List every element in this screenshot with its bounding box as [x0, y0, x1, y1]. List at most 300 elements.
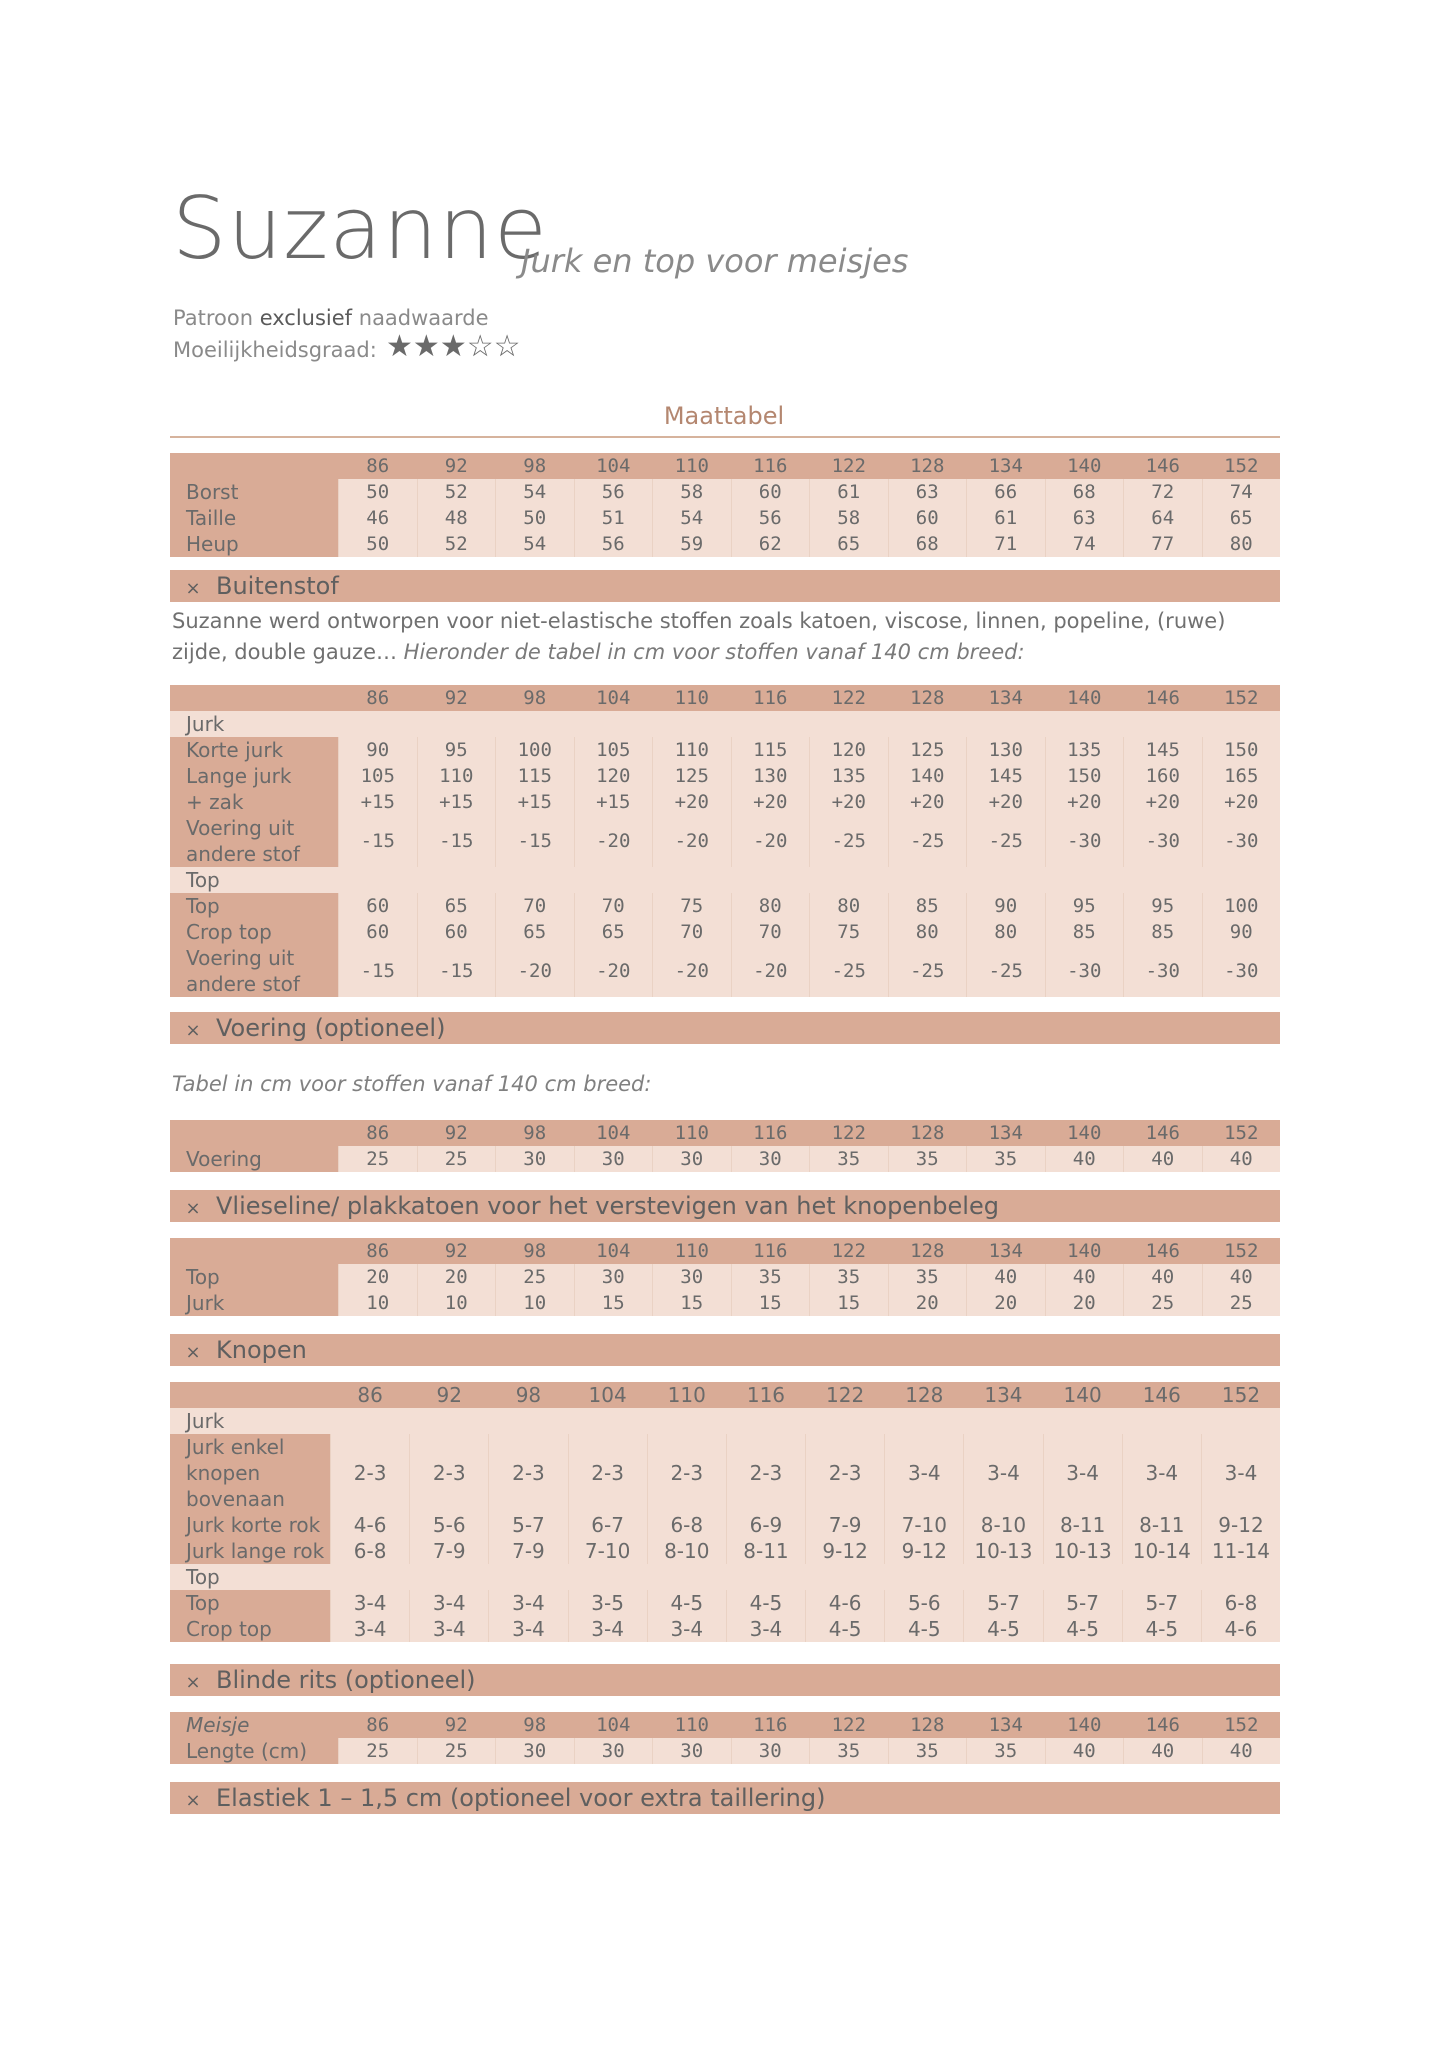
- value-cell: 10-14: [1122, 1538, 1201, 1564]
- group-cells: [338, 867, 1280, 893]
- row-label: Voering uit andere stof: [170, 815, 338, 867]
- size-header-cell: 152: [1202, 1712, 1281, 1738]
- value-cell: +20: [888, 789, 967, 815]
- header-cells: [338, 1238, 1280, 1264]
- value-cell: 95: [417, 737, 496, 763]
- value-cell: 85: [888, 893, 967, 919]
- value-cell: 65: [574, 919, 653, 945]
- value-cell: 35: [966, 1146, 1045, 1172]
- value-cell: 4-5: [805, 1616, 884, 1642]
- section-title: Blinde rits (optioneel): [216, 1666, 476, 1694]
- row-cells: [330, 1616, 1280, 1642]
- bullet-icon: ×: [185, 1198, 201, 1219]
- value-cell: 20: [1045, 1290, 1124, 1316]
- value-cell: 40: [1202, 1738, 1281, 1764]
- heading-divider: [170, 436, 1280, 438]
- value-cell: 35: [809, 1264, 888, 1290]
- value-cell: 68: [1045, 479, 1124, 505]
- group-row: [170, 867, 1280, 893]
- value-cell: 3-4: [488, 1616, 567, 1642]
- value-cell: -30: [1202, 945, 1281, 997]
- table-header-row: [170, 1120, 1280, 1146]
- value-cell: 90: [338, 737, 417, 763]
- size-header-cell: 104: [574, 1712, 653, 1738]
- difficulty-stars: [386, 329, 521, 364]
- value-cell: 4-5: [726, 1590, 805, 1616]
- size-header-cell: 134: [966, 1238, 1045, 1264]
- row-cells: [338, 789, 1280, 815]
- size-header-cell: 128: [888, 1238, 967, 1264]
- table-row: [170, 763, 1280, 789]
- value-cell: 110: [652, 737, 731, 763]
- value-cell: 25: [1123, 1290, 1202, 1316]
- value-cell: 40: [1045, 1738, 1124, 1764]
- row-label: Top: [170, 1590, 330, 1616]
- value-cell: 40: [1202, 1264, 1281, 1290]
- value-cell: -30: [1123, 945, 1202, 997]
- table-row: [170, 1434, 1280, 1512]
- value-cell: 4-6: [805, 1590, 884, 1616]
- size-header-cell: 140: [1045, 1712, 1124, 1738]
- value-cell: 95: [1123, 893, 1202, 919]
- section-title: Buitenstof: [216, 572, 339, 600]
- value-cell: -20: [652, 945, 731, 997]
- value-cell: 65: [809, 531, 888, 557]
- value-cell: 95: [1045, 893, 1124, 919]
- rits-table: [170, 1712, 1280, 1764]
- row-label: Korte jurk: [170, 737, 338, 763]
- vlieseline-table: [170, 1238, 1280, 1316]
- value-cell: 5-7: [1043, 1590, 1122, 1616]
- value-cell: 59: [652, 531, 731, 557]
- maattabel-table: [170, 453, 1280, 557]
- value-cell: 35: [731, 1264, 810, 1290]
- row-label: Borst: [170, 479, 338, 505]
- group-label: Top: [170, 1564, 330, 1590]
- size-header-cell: 104: [574, 685, 653, 711]
- value-cell: +20: [809, 789, 888, 815]
- value-cell: +15: [574, 789, 653, 815]
- value-cell: 6-8: [647, 1512, 726, 1538]
- value-cell: 35: [809, 1146, 888, 1172]
- size-header-cell: 146: [1123, 453, 1202, 479]
- value-cell: 46: [338, 505, 417, 531]
- value-cell: 3-4: [488, 1590, 567, 1616]
- value-cell: 120: [574, 763, 653, 789]
- value-cell: -25: [966, 815, 1045, 867]
- size-header-cell: 116: [726, 1382, 805, 1408]
- group-cells: [330, 1408, 1280, 1434]
- value-cell: 120: [809, 737, 888, 763]
- value-cell: 2-3: [330, 1434, 409, 1512]
- value-cell: 30: [574, 1146, 653, 1172]
- size-header-cell: 134: [966, 1712, 1045, 1738]
- value-cell: 135: [1045, 737, 1124, 763]
- size-header-cell: 110: [652, 685, 731, 711]
- size-header-cell: 110: [647, 1382, 726, 1408]
- value-cell: 3-4: [884, 1434, 963, 1512]
- buitenstof-intro-italic: Hieronder de tabel in cm voor stoffen vanaf 140 cm breed:: [403, 640, 1025, 664]
- value-cell: 30: [731, 1146, 810, 1172]
- table-row: [170, 1290, 1280, 1316]
- value-cell: 20: [888, 1290, 967, 1316]
- value-cell: 8-11: [1043, 1512, 1122, 1538]
- bullet-icon: ×: [185, 1020, 201, 1041]
- row-label: Jurk korte rok: [170, 1512, 330, 1538]
- size-header-cell: 134: [966, 685, 1045, 711]
- value-cell: 85: [1045, 919, 1124, 945]
- value-cell: 3-4: [726, 1616, 805, 1642]
- value-cell: 80: [966, 919, 1045, 945]
- row-cells: [338, 505, 1280, 531]
- row-label: Meisje: [170, 1712, 338, 1738]
- value-cell: 70: [495, 893, 574, 919]
- value-cell: 9-12: [884, 1538, 963, 1564]
- row-label: Jurk lange rok: [170, 1538, 330, 1564]
- row-cells: [338, 893, 1280, 919]
- value-cell: 40: [1123, 1264, 1202, 1290]
- value-cell: 145: [1123, 737, 1202, 763]
- section-title: Vlieseline/ plakkatoen voor het verstevigen van het knopenbeleg: [216, 1192, 999, 1220]
- value-cell: 9-12: [805, 1538, 884, 1564]
- value-cell: 20: [338, 1264, 417, 1290]
- value-cell: 70: [731, 919, 810, 945]
- value-cell: 25: [417, 1146, 496, 1172]
- size-header-cell: 146: [1123, 1712, 1202, 1738]
- row-cells: [338, 1146, 1280, 1172]
- section-title: Knopen: [216, 1336, 307, 1364]
- value-cell: 60: [731, 479, 810, 505]
- value-cell: 80: [731, 893, 810, 919]
- pattern-note-before: Patroon: [173, 306, 260, 330]
- value-cell: 70: [652, 919, 731, 945]
- value-cell: 130: [731, 763, 810, 789]
- row-cells: [338, 737, 1280, 763]
- value-cell: 54: [495, 531, 574, 557]
- value-cell: -20: [495, 945, 574, 997]
- value-cell: -25: [809, 815, 888, 867]
- value-cell: 58: [652, 479, 731, 505]
- value-cell: 130: [966, 737, 1045, 763]
- value-cell: 30: [731, 1738, 810, 1764]
- size-header-cell: 86: [338, 1238, 417, 1264]
- value-cell: 80: [1202, 531, 1281, 557]
- value-cell: 160: [1123, 763, 1202, 789]
- row-label: Voering: [170, 1146, 338, 1172]
- row-cells: [338, 815, 1280, 867]
- value-cell: 50: [338, 479, 417, 505]
- size-header-cell: 104: [574, 453, 653, 479]
- size-header-cell: 92: [409, 1382, 488, 1408]
- value-cell: 61: [809, 479, 888, 505]
- value-cell: 25: [338, 1146, 417, 1172]
- value-cell: 52: [417, 479, 496, 505]
- row-label: Voering uit andere stof: [170, 945, 338, 997]
- value-cell: 8-11: [726, 1538, 805, 1564]
- value-cell: -30: [1045, 945, 1124, 997]
- table-row: [170, 1512, 1280, 1538]
- value-cell: 6-8: [1201, 1590, 1280, 1616]
- value-cell: 7-9: [409, 1538, 488, 1564]
- value-cell: 60: [338, 919, 417, 945]
- value-cell: +15: [338, 789, 417, 815]
- value-cell: 3-4: [1201, 1434, 1280, 1512]
- table-row: [170, 893, 1280, 919]
- size-header-cell: 98: [495, 1238, 574, 1264]
- row-label: Taille: [170, 505, 338, 531]
- value-cell: 7-10: [568, 1538, 647, 1564]
- value-cell: 7-9: [805, 1512, 884, 1538]
- value-cell: 30: [495, 1146, 574, 1172]
- size-header-cell: 122: [809, 1120, 888, 1146]
- bullet-icon: ×: [185, 1790, 201, 1811]
- value-cell: 62: [731, 531, 810, 557]
- table-row: [170, 1264, 1280, 1290]
- value-cell: 165: [1202, 763, 1281, 789]
- value-cell: 10-13: [1043, 1538, 1122, 1564]
- value-cell: 77: [1123, 531, 1202, 557]
- value-cell: 9-12: [1201, 1512, 1280, 1538]
- value-cell: 105: [574, 737, 653, 763]
- section-buitenstof: [170, 570, 1280, 602]
- value-cell: 8-11: [1122, 1512, 1201, 1538]
- value-cell: 90: [1202, 919, 1281, 945]
- row-cells: [338, 919, 1280, 945]
- group-label: Jurk: [170, 711, 338, 737]
- value-cell: 63: [888, 479, 967, 505]
- value-cell: 60: [338, 893, 417, 919]
- value-cell: 56: [731, 505, 810, 531]
- row-cells: [330, 1538, 1280, 1564]
- value-cell: 2-3: [409, 1434, 488, 1512]
- row-label: Lange jurk: [170, 763, 338, 789]
- size-header-cell: 140: [1045, 685, 1124, 711]
- value-cell: 48: [417, 505, 496, 531]
- size-header-cell: 86: [338, 685, 417, 711]
- size-header-cell: 152: [1202, 1238, 1281, 1264]
- value-cell: 68: [888, 531, 967, 557]
- value-cell: 100: [1202, 893, 1281, 919]
- value-cell: 30: [652, 1738, 731, 1764]
- size-header-cell: 116: [731, 1712, 810, 1738]
- value-cell: 40: [1045, 1146, 1124, 1172]
- size-header-cell: 98: [495, 685, 574, 711]
- value-cell: 56: [574, 531, 653, 557]
- table-header-row: [170, 1382, 1280, 1408]
- header-cells: [338, 1120, 1280, 1146]
- section-knopen: [170, 1334, 1280, 1366]
- value-cell: 74: [1202, 479, 1281, 505]
- size-header-cell: 116: [731, 453, 810, 479]
- size-header-cell: 152: [1202, 1120, 1281, 1146]
- value-cell: 3-4: [1043, 1434, 1122, 1512]
- size-header-cell: 128: [888, 453, 967, 479]
- table-header-row: [170, 685, 1280, 711]
- value-cell: -20: [574, 815, 653, 867]
- star-empty-icon: ☆: [466, 329, 494, 364]
- section-elastiek: [170, 1782, 1280, 1814]
- row-label: [170, 1382, 330, 1408]
- value-cell: 54: [652, 505, 731, 531]
- star-empty-icon: ☆: [493, 329, 521, 364]
- value-cell: 6-8: [330, 1538, 409, 1564]
- group-cells: [338, 711, 1280, 737]
- bullet-icon: ×: [185, 1672, 201, 1693]
- value-cell: 5-7: [963, 1590, 1042, 1616]
- size-header-cell: 140: [1045, 1238, 1124, 1264]
- table-row: [170, 505, 1280, 531]
- value-cell: 6-9: [726, 1512, 805, 1538]
- value-cell: 4-5: [1122, 1616, 1201, 1642]
- difficulty-label: Moeilijkheidsgraad:: [173, 338, 377, 362]
- size-header-cell: 86: [338, 453, 417, 479]
- size-header-cell: 86: [338, 1712, 417, 1738]
- size-header-cell: 146: [1123, 1238, 1202, 1264]
- row-label: Crop top: [170, 919, 338, 945]
- group-label: Jurk: [170, 1408, 330, 1434]
- group-row: [170, 711, 1280, 737]
- value-cell: 4-5: [1043, 1616, 1122, 1642]
- size-header-cell: 110: [652, 453, 731, 479]
- size-header-cell: 98: [488, 1382, 567, 1408]
- group-label: Top: [170, 867, 338, 893]
- value-cell: 40: [1045, 1264, 1124, 1290]
- value-cell: 61: [966, 505, 1045, 531]
- row-label: [170, 1238, 338, 1264]
- value-cell: 56: [574, 479, 653, 505]
- value-cell: 110: [417, 763, 496, 789]
- value-cell: -30: [1045, 815, 1124, 867]
- page-title: Suzanne: [172, 179, 548, 279]
- size-header-cell: 140: [1045, 453, 1124, 479]
- value-cell: 150: [1045, 763, 1124, 789]
- size-header-cell: 128: [888, 1712, 967, 1738]
- group-cells: [330, 1564, 1280, 1590]
- value-cell: 64: [1123, 505, 1202, 531]
- value-cell: 52: [417, 531, 496, 557]
- value-cell: 2-3: [647, 1434, 726, 1512]
- value-cell: 85: [1123, 919, 1202, 945]
- value-cell: 58: [809, 505, 888, 531]
- value-cell: 15: [574, 1290, 653, 1316]
- size-header-cell: 146: [1123, 685, 1202, 711]
- value-cell: 11-14: [1201, 1538, 1280, 1564]
- value-cell: 63: [1045, 505, 1124, 531]
- size-header-cell: 152: [1202, 685, 1281, 711]
- table-row: [170, 1146, 1280, 1172]
- value-cell: -25: [888, 815, 967, 867]
- value-cell: 40: [966, 1264, 1045, 1290]
- pattern-note: [173, 306, 489, 330]
- table-row: [170, 1590, 1280, 1616]
- row-cells: [338, 531, 1280, 557]
- row-label: [170, 685, 338, 711]
- value-cell: 75: [809, 919, 888, 945]
- row-cells: [330, 1434, 1280, 1512]
- group-row: [170, 1408, 1280, 1434]
- value-cell: -15: [495, 815, 574, 867]
- value-cell: +20: [966, 789, 1045, 815]
- size-header-cell: 116: [731, 1238, 810, 1264]
- value-cell: 3-4: [647, 1616, 726, 1642]
- value-cell: 5-7: [1122, 1590, 1201, 1616]
- size-header-cell: 116: [731, 685, 810, 711]
- value-cell: 51: [574, 505, 653, 531]
- size-header-cell: 104: [574, 1120, 653, 1146]
- table-row: [170, 479, 1280, 505]
- pattern-note-bold: exclusief: [259, 306, 353, 330]
- value-cell: -25: [809, 945, 888, 997]
- size-header-cell: 92: [417, 1120, 496, 1146]
- size-header-cell: 98: [495, 453, 574, 479]
- row-cells: [338, 763, 1280, 789]
- bullet-icon: ×: [185, 578, 201, 599]
- size-header-cell: 122: [809, 1238, 888, 1264]
- value-cell: 7-9: [488, 1538, 567, 1564]
- value-cell: 125: [652, 763, 731, 789]
- value-cell: 2-3: [805, 1434, 884, 1512]
- size-header-cell: 134: [966, 453, 1045, 479]
- value-cell: -25: [888, 945, 967, 997]
- value-cell: 20: [966, 1290, 1045, 1316]
- row-cells: [338, 1290, 1280, 1316]
- value-cell: 54: [495, 479, 574, 505]
- star-filled-icon: ★: [412, 329, 440, 364]
- value-cell: -20: [731, 945, 810, 997]
- size-header-cell: 116: [731, 1120, 810, 1146]
- table-row: [170, 1616, 1280, 1642]
- value-cell: -20: [652, 815, 731, 867]
- size-header-cell: 122: [805, 1382, 884, 1408]
- voering-table: [170, 1120, 1280, 1172]
- value-cell: -15: [338, 815, 417, 867]
- value-cell: 30: [495, 1738, 574, 1764]
- value-cell: -15: [338, 945, 417, 997]
- value-cell: 40: [1123, 1146, 1202, 1172]
- value-cell: 40: [1202, 1146, 1281, 1172]
- size-header-cell: 110: [652, 1238, 731, 1264]
- table-header-row: [170, 1712, 1280, 1738]
- value-cell: 3-5: [568, 1590, 647, 1616]
- section-title: Elastiek 1 – 1,5 cm (optioneel voor extra taillering): [216, 1784, 826, 1812]
- size-header-cell: 110: [652, 1712, 731, 1738]
- value-cell: 140: [888, 763, 967, 789]
- value-cell: 71: [966, 531, 1045, 557]
- row-cells: [330, 1590, 1280, 1616]
- value-cell: 15: [731, 1290, 810, 1316]
- value-cell: 35: [888, 1738, 967, 1764]
- value-cell: 6-7: [568, 1512, 647, 1538]
- value-cell: 35: [966, 1738, 1045, 1764]
- size-header-cell: 128: [888, 1120, 967, 1146]
- value-cell: 10: [495, 1290, 574, 1316]
- value-cell: 35: [888, 1264, 967, 1290]
- value-cell: 50: [495, 505, 574, 531]
- size-header-cell: 98: [495, 1712, 574, 1738]
- table-row: [170, 919, 1280, 945]
- value-cell: 115: [495, 763, 574, 789]
- value-cell: 72: [1123, 479, 1202, 505]
- table-row: [170, 789, 1280, 815]
- star-filled-icon: ★: [386, 329, 413, 364]
- value-cell: 3-4: [330, 1616, 409, 1642]
- value-cell: -20: [574, 945, 653, 997]
- page-subtitle: Jurk en top voor meisjes: [521, 242, 909, 280]
- table-header-row: [170, 453, 1280, 479]
- size-header-cell: 146: [1123, 1120, 1202, 1146]
- size-header-cell: 110: [652, 1120, 731, 1146]
- header-cells: [330, 1382, 1280, 1408]
